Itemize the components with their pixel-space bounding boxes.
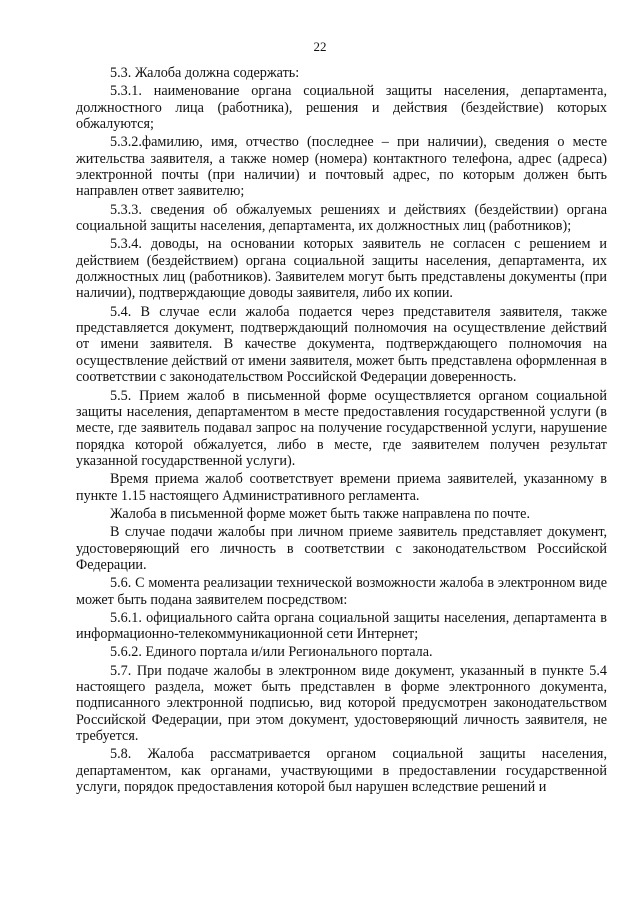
paragraph-5-4: 5.4. В случае если жалоба подается через представителя заявителя, также представляется документ, подтверждающий полномочия на осуществление действий от имени заявителя. В качестве документа, подтверждающего полномочия на осуществление действий от имени заявителя, может быть представлена оформленная в соответствии с законодательством Российской Федерации доверенность. [76,303,607,386]
paragraph-5-3-1: 5.3.1. наименование органа социальной защиты населения, департамента, должностного лица (работника), решения и действия (бездействие) которых обжалуются; [76,83,607,133]
paragraph-5-3-4: 5.3.4. доводы, на основании которых заявитель не согласен с решением и действием (бездействием) органа социальной защиты населения, департамента, их должностных лиц (работников). Заявителем могут быть представлены документы (при наличии), подтверждающие доводы заявителя, либо их копии. [76,236,607,302]
paragraph-5-3: 5.3. Жалоба должна содержать: [110,65,300,81]
paragraph-reception-time: Время приема жалоб соответствует времени приема заявителей, указанному в пункте 1.15 настоящего Административного регламента. [76,471,607,504]
paragraph-5-3-2: 5.3.2.фамилию, имя, отчество (последнее – при наличии), сведения о месте жительства заявителя, а также номер (номера) контактного телефона, адрес (адреса) электронной почты (при наличии) и почтовый адрес, по которым должен быть направлен ответ заявителю; [76,134,607,200]
paragraph-5-8: 5.8. Жалоба рассматривается органом социальной защиты населения, департаментом, как органами, участвующими в предоставлении государственной услуги, порядок предоставления которой был нарушен вследствие решений и [76,746,607,796]
paragraph-5-5: 5.5. Прием жалоб в письменной форме осуществляется органом социальной защиты населения, департаментом в месте предоставления государственной услуги (в месте, где заявитель подавал запрос на получение государственной услуги, нарушение порядка которой обжалуется, либо в месте, где заявителем получен результат указанной государственной услуги). [76,387,607,470]
paragraph-by-mail: Жалоба в письменной форме может быть также направлена по почте. [110,505,531,522]
paragraph-5-6-2: 5.6.2. Единого портала и/или Регионального портала. [110,644,433,661]
body-text [76,65,607,797]
paragraph-5-6-1: 5.6.1. официального сайта органа социальной защиты населения, департамента в информационно-телекоммуникационной сети Интернет; [76,609,607,643]
page-number: 22 [313,39,327,54]
paragraph-5-3-3: 5.3.3. сведения об обжалуемых решениях и действиях (бездействии) органа социальной защиты населения, департамента, их должностных лиц (работников); [76,201,607,235]
paragraph-personal-reception: В случае подачи жалобы при личном приеме заявитель представляет документ, удостоверяющий его личность в соответствии с законодательством Российской Федерации. [76,524,607,573]
paragraph-5-6: 5.6. С момента реализации технической возможности жалоба в электронном виде может быть подана заявителем посредством: [76,575,607,608]
paragraph-5-7: 5.7. При подаче жалобы в электронном виде документ, указанный в пункте 5.4 настоящего раздела, может быть представлен в форме электронного документа, подписанного электронной подписью, вид которой предусмотрен законодательством Российской Федерации, при этом документ, удостоверяющий личность заявителя, не требуется. [76,662,607,745]
